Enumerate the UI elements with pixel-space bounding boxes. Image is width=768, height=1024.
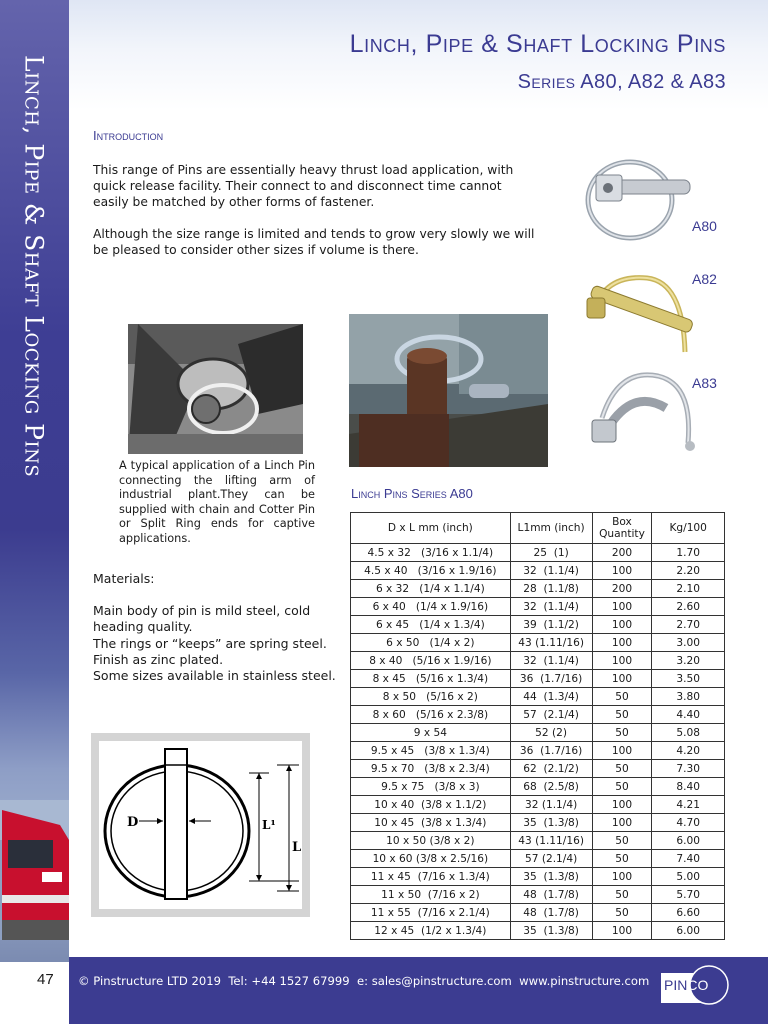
cell-box-quantity: 200 xyxy=(592,544,652,562)
cell-box-quantity: 100 xyxy=(592,652,652,670)
cell-l1: 36 (1.7/16) xyxy=(510,670,592,688)
side-title: Linch, Pipe & Shaft Locking Pins xyxy=(19,55,49,478)
page-subtitle: Series A80, A82 & A83 xyxy=(517,71,726,93)
cell-weight: 5.00 xyxy=(652,868,725,886)
cell-box-quantity: 100 xyxy=(592,616,652,634)
table-row xyxy=(351,778,725,796)
table-row xyxy=(351,868,725,886)
cell-weight: 6.60 xyxy=(652,904,725,922)
cell-size: 9.5 x 70 (3/8 x 2.3/4) xyxy=(351,760,511,778)
table-row xyxy=(351,922,725,940)
page-number: 47 xyxy=(37,971,54,988)
col-header-weight: Kg/100 xyxy=(652,513,725,544)
table-row xyxy=(351,832,725,850)
cell-box-quantity: 100 xyxy=(592,868,652,886)
table-row xyxy=(351,544,725,562)
cell-weight: 3.00 xyxy=(652,634,725,652)
table-row xyxy=(351,688,725,706)
intro-paragraph-1: This range of Pins are essentially heavy thrust load application, with quick release facility. Their connect to and disconnect time cannot easily be matched by other forms of fastener. xyxy=(93,163,514,209)
cell-l1: 32 (1.1/4) xyxy=(510,796,592,814)
cell-weight: 8.40 xyxy=(652,778,725,796)
table-row xyxy=(351,814,725,832)
cell-weight: 3.50 xyxy=(652,670,725,688)
footer xyxy=(0,957,768,1024)
cell-size: 9 x 54 xyxy=(351,724,511,742)
product-label-a83: A83 xyxy=(692,375,717,391)
application-photo-bw xyxy=(128,324,303,454)
cell-weight: 2.10 xyxy=(652,580,725,598)
cell-size: 8 x 45 (5/16 x 1.3/4) xyxy=(351,670,511,688)
cell-weight: 7.40 xyxy=(652,850,725,868)
cell-l1: 39 (1.1/2) xyxy=(510,616,592,634)
cell-size: 4.5 x 32 (3/16 x 1.1/4) xyxy=(351,544,511,562)
cell-box-quantity: 100 xyxy=(592,796,652,814)
cell-box-quantity: 100 xyxy=(592,814,652,832)
dimension-diagram xyxy=(91,733,310,917)
intro-paragraph-2: Although the size range is limited and tends to grow very slowly we will be pleased to consider other sizes if volume is there. xyxy=(93,227,535,257)
cell-weight: 2.60 xyxy=(652,598,725,616)
cell-weight: 7.30 xyxy=(652,760,725,778)
diagram-label-l: L xyxy=(292,840,302,855)
cell-box-quantity: 100 xyxy=(592,670,652,688)
cell-size: 4.5 x 40 (3/16 x 1.9/16) xyxy=(351,562,511,580)
application-photo-colour xyxy=(349,314,548,467)
train-image xyxy=(0,800,69,940)
cell-weight: 4.40 xyxy=(652,706,725,724)
product-label-a80: A80 xyxy=(692,218,717,234)
cell-size: 12 x 45 (1/2 x 1.3/4) xyxy=(351,922,511,940)
cell-weight: 4.20 xyxy=(652,742,725,760)
table-row xyxy=(351,670,725,688)
table-row xyxy=(351,652,725,670)
table-heading: Linch Pins Series A80 xyxy=(351,486,473,501)
cell-l1: 57 (2.1/4) xyxy=(510,706,592,724)
cell-weight: 5.08 xyxy=(652,724,725,742)
cell-box-quantity: 100 xyxy=(592,562,652,580)
cell-size: 6 x 32 (1/4 x 1.1/4) xyxy=(351,580,511,598)
footer-strip xyxy=(69,1005,768,1024)
cell-weight: 4.70 xyxy=(652,814,725,832)
cell-box-quantity: 50 xyxy=(592,850,652,868)
cell-box-quantity: 200 xyxy=(592,580,652,598)
cell-box-quantity: 100 xyxy=(592,742,652,760)
cell-size: 6 x 45 (1/4 x 1.3/4) xyxy=(351,616,511,634)
cell-l1: 43 (1.11/16) xyxy=(510,634,592,652)
cell-box-quantity: 50 xyxy=(592,832,652,850)
cell-box-quantity: 50 xyxy=(592,706,652,724)
cell-weight: 4.21 xyxy=(652,796,725,814)
intro-heading: Introduction xyxy=(93,128,164,143)
cell-weight: 3.20 xyxy=(652,652,725,670)
cell-box-quantity: 100 xyxy=(592,634,652,652)
materials-line: Some sizes available in stainless steel. xyxy=(93,668,336,684)
materials-heading: Materials: xyxy=(93,571,155,586)
cell-l1: 28 (1.1/8) xyxy=(510,580,592,598)
table-row xyxy=(351,796,725,814)
materials-line: Finish as zinc plated. xyxy=(93,651,224,667)
side-band xyxy=(0,0,69,962)
table-row xyxy=(351,562,725,580)
pipe-pin-a82-image xyxy=(585,272,700,362)
cell-weight: 5.70 xyxy=(652,886,725,904)
cell-size: 8 x 40 (5/16 x 1.9/16) xyxy=(351,652,511,670)
footer-contact: © Pinstructure LTD 2019 Tel: +44 1527 67999 e: sales@pinstructure.com www.pinstructure.com xyxy=(78,974,650,988)
table-row xyxy=(351,598,725,616)
table-row xyxy=(351,724,725,742)
cell-box-quantity: 50 xyxy=(592,724,652,742)
cell-size: 8 x 60 (5/16 x 2.3/8) xyxy=(351,706,511,724)
cell-size: 9.5 x 75 (3/8 x 3) xyxy=(351,778,511,796)
materials-line: The rings or “keeps” are spring steel. xyxy=(93,635,327,651)
cell-weight: 1.70 xyxy=(652,544,725,562)
cell-l1: 36 (1.7/16) xyxy=(510,742,592,760)
cell-size: 10 x 40 (3/8 x 1.1/2) xyxy=(351,796,511,814)
cell-weight: 6.00 xyxy=(652,922,725,940)
table-row xyxy=(351,760,725,778)
cell-size: 6 x 50 (1/4 x 2) xyxy=(351,634,511,652)
cell-l1: 62 (2.1/2) xyxy=(510,760,592,778)
cell-size: 8 x 50 (5/16 x 2) xyxy=(351,688,511,706)
photo-caption: A typical application of a Linch Pin connecting the lifting arm of industrial plant.They can be supplied with chain and Cotter Pin or Split Ring ends for captive applications. xyxy=(119,459,315,545)
linch-pin-a80-image xyxy=(582,140,692,245)
cell-box-quantity: 100 xyxy=(592,598,652,616)
cell-l1: 35 (1.3/8) xyxy=(510,868,592,886)
product-label-a82: A82 xyxy=(692,271,717,287)
table-row xyxy=(351,580,725,598)
diagram-label-d: D xyxy=(127,815,139,830)
table-row xyxy=(351,616,725,634)
cell-l1: 52 (2) xyxy=(510,724,592,742)
table-header-row xyxy=(351,513,725,544)
cell-size: 10 x 50 (3/8 x 2) xyxy=(351,832,511,850)
cell-box-quantity: 50 xyxy=(592,778,652,796)
table-row xyxy=(351,850,725,868)
cell-size: 11 x 50 (7/16 x 2) xyxy=(351,886,511,904)
cell-l1: 48 (1.7/8) xyxy=(510,886,592,904)
cell-box-quantity: 100 xyxy=(592,922,652,940)
cell-l1: 68 (2.5/8) xyxy=(510,778,592,796)
cell-box-quantity: 50 xyxy=(592,688,652,706)
cell-l1: 32 (1.1/4) xyxy=(510,562,592,580)
spec-table xyxy=(350,512,725,940)
materials-line: Main body of pin is mild steel, cold heading quality. xyxy=(93,603,311,635)
cell-size: 6 x 40 (1/4 x 1.9/16) xyxy=(351,598,511,616)
cell-weight: 2.20 xyxy=(652,562,725,580)
table-row xyxy=(351,706,725,724)
cell-l1: 32 (1.1/4) xyxy=(510,652,592,670)
cell-weight: 2.70 xyxy=(652,616,725,634)
table-row xyxy=(351,886,725,904)
cell-box-quantity: 50 xyxy=(592,904,652,922)
cell-weight: 3.80 xyxy=(652,688,725,706)
cell-size: 11 x 45 (7/16 x 1.3/4) xyxy=(351,868,511,886)
table-row xyxy=(351,634,725,652)
cell-l1: 48 (1.7/8) xyxy=(510,904,592,922)
cell-box-quantity: 50 xyxy=(592,760,652,778)
col-header-box-quantity: Box Quantity xyxy=(592,513,652,544)
table-row xyxy=(351,742,725,760)
table-row xyxy=(351,904,725,922)
materials-section xyxy=(93,571,351,684)
cell-l1: 57 (2.1/4) xyxy=(510,850,592,868)
diagram-label-l1: L¹ xyxy=(262,818,276,832)
cell-size: 10 x 45 (3/8 x 1.3/4) xyxy=(351,814,511,832)
shaft-pin-a83-image xyxy=(588,368,703,453)
cell-l1: 35 (1.3/8) xyxy=(510,814,592,832)
logo-text: PINCO xyxy=(664,977,709,993)
page-title: Linch, Pipe & Shaft Locking Pins xyxy=(349,30,726,58)
cell-size: 11 x 55 (7/16 x 2.1/4) xyxy=(351,904,511,922)
table-body xyxy=(351,544,725,940)
col-header-l1: L1mm (inch) xyxy=(510,513,592,544)
pin-diagram-drawing xyxy=(99,741,302,909)
cell-size: 10 x 60 (3/8 x 2.5/16) xyxy=(351,850,511,868)
cell-weight: 6.00 xyxy=(652,832,725,850)
cell-box-quantity: 50 xyxy=(592,886,652,904)
cell-l1: 25 (1) xyxy=(510,544,592,562)
cell-l1: 32 (1.1/4) xyxy=(510,598,592,616)
col-header-size: D x L mm (inch) xyxy=(351,513,511,544)
cell-l1: 44 (1.3/4) xyxy=(510,688,592,706)
cell-l1: 35 (1.3/8) xyxy=(510,922,592,940)
cell-l1: 43 (1.11/16) xyxy=(510,832,592,850)
cell-size: 9.5 x 45 (3/8 x 1.3/4) xyxy=(351,742,511,760)
